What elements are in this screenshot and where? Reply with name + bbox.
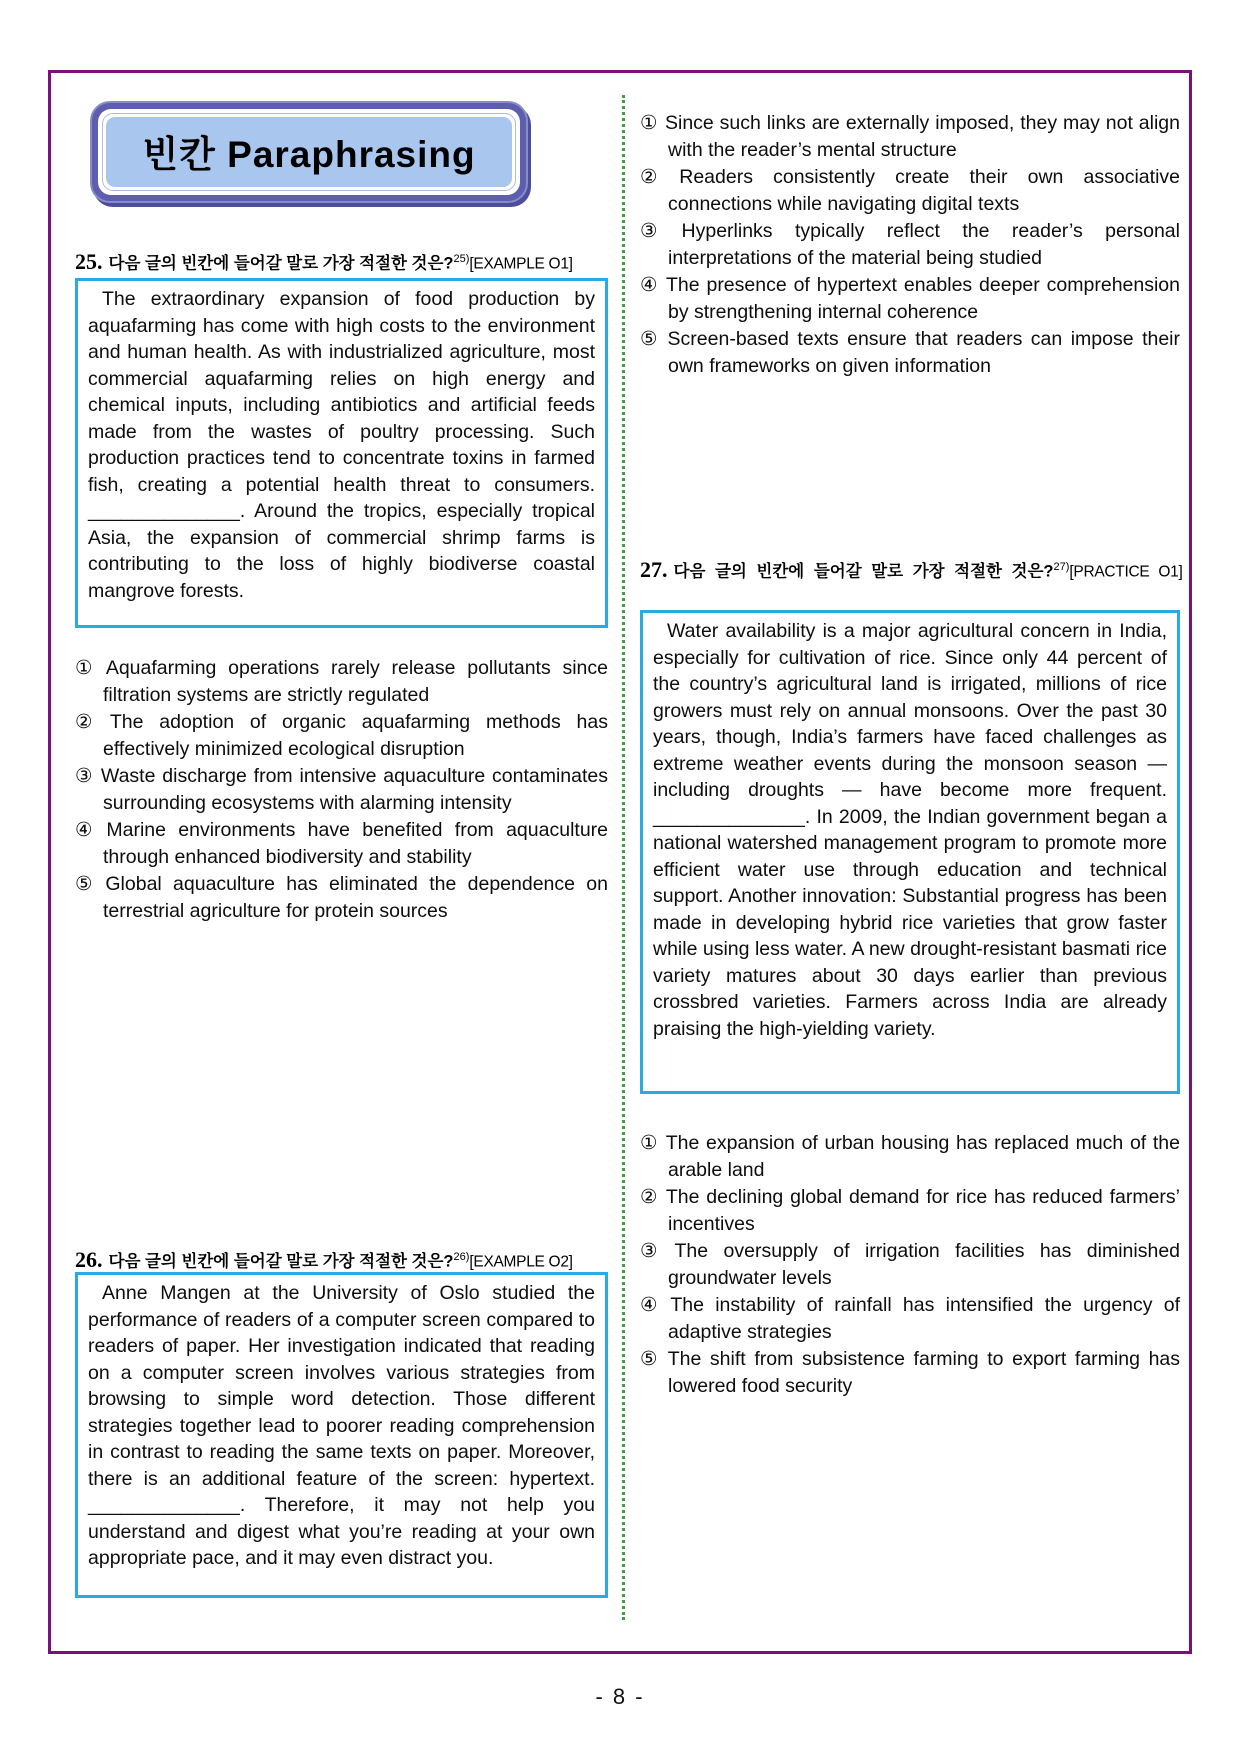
question-tag: [EXAMPLE O2] bbox=[469, 1253, 573, 1271]
choice-item bbox=[640, 218, 1180, 272]
choices-25 bbox=[75, 655, 608, 925]
page-number: - 8 - bbox=[595, 1684, 645, 1709]
choice-marker: ③ bbox=[75, 765, 94, 787]
choice-marker: ⑤ bbox=[640, 1348, 661, 1370]
passage-box-26 bbox=[75, 1272, 608, 1598]
choice-text: The instability of rainfall has intensified the urgency of adaptive strategies bbox=[668, 1294, 1181, 1343]
choice-text: Screen-based texts ensure that readers can impose their own frameworks on given information bbox=[667, 328, 1180, 377]
passage-text: Anne Mangen at the University of Oslo studied the performance of readers of a computer screen compared to readers of paper. Her investigation indicated that reading on a computer screen involves various strategies from browsing to simple word detection. Those different strategies together lead to poorer reading comprehension in contrast to reading the same texts on paper. Moreover, there is an additional feature of the screen: hypertext. ______________. Therefore, it may not help you understand and digest what you’re reading at your own appropriate pace, and it may even distract you. bbox=[88, 1282, 595, 1569]
question-footnote-number: 26) bbox=[453, 1251, 470, 1263]
choice-marker: ④ bbox=[75, 819, 100, 841]
choice-marker: ③ bbox=[640, 220, 675, 242]
choice-marker: ① bbox=[640, 1132, 659, 1154]
choice-text: The declining global demand for rice has reduced farmers’ incentives bbox=[665, 1186, 1181, 1235]
passage-text: The extraordinary expansion of food production by aquafarming has come with high costs to the environment and human health. As with industrialized agriculture, most commercial aquafarming relies on high energy and chemical inputs, including antibiotics and artificial feeds made from the wastes of poultry processing. Such production practices tend to concentrate toxins in farmed fish, creating a potential health threat to consumers. ______________. Around the tropics, especially tropical Asia, the expansion of commercial shrimp farms is contributing to the loss of highly biodiverse coastal mangrove forests. bbox=[88, 288, 595, 602]
question-number: 25. bbox=[75, 248, 103, 274]
choice-item bbox=[640, 164, 1180, 218]
column-divider bbox=[622, 95, 625, 1620]
choice-text: Marine environments have benefited from aquaculture through enhanced biodiversity and stability bbox=[103, 819, 608, 868]
passage-box-25 bbox=[75, 278, 608, 628]
choice-marker: ① bbox=[75, 657, 99, 679]
question-tag: [PRACTICE O1] bbox=[1069, 563, 1183, 581]
passage-text: Water availability is a major agricultural concern in India, especially for cultivation of rice. Since only 44 percent of the country’s agricultural land is irrigated, millions of rice growers must rely on annual monsoons. Over the past 30 years, though, India’s farmers have faced challenges as extreme weather events during the monsoon season — including droughts — have become more frequent. ______________. In 2009, the Indian government began a national watershed management program to promote more efficient water use through education and technical support. Another innovation: Substantial progress has been made in developing hybrid rice varieties that grow faster while using less water. A new drought-resistant basmati rice variety matures about 30 days earlier than previous crossbred varieties. Farmers across India are already praising the high-yielding variety. bbox=[653, 620, 1167, 1040]
choice-text: The adoption of organic aquafarming methods has effectively minimized ecological disruption bbox=[103, 711, 608, 760]
question-header-27 bbox=[640, 556, 1216, 584]
choice-marker: ⑤ bbox=[75, 873, 99, 895]
passage-box-27 bbox=[640, 610, 1180, 1094]
choice-item bbox=[75, 817, 608, 871]
choice-marker: ① bbox=[640, 112, 658, 134]
choice-item bbox=[75, 709, 608, 763]
choice-text: Readers consistently create their own associative connections while navigating digital texts bbox=[668, 166, 1180, 215]
question-footnote-number: 27) bbox=[1053, 561, 1070, 573]
question-number: 26. bbox=[75, 1246, 103, 1272]
choice-marker: ④ bbox=[640, 274, 659, 296]
choice-marker: ④ bbox=[640, 1294, 664, 1316]
choice-text: Global aquaculture has eliminated the dependence on terrestrial agriculture for protein sources bbox=[103, 873, 608, 922]
choice-text: The expansion of urban housing has replaced much of the arable land bbox=[665, 1132, 1180, 1181]
choice-item bbox=[640, 1130, 1180, 1184]
question-header-26 bbox=[75, 1246, 644, 1274]
page-title: 빈칸 Paraphrasing bbox=[106, 117, 512, 187]
choice-text: The shift from subsistence farming to export farming has lowered food security bbox=[667, 1348, 1181, 1397]
choice-item bbox=[75, 655, 608, 709]
choice-item bbox=[640, 272, 1180, 326]
choice-marker: ② bbox=[640, 166, 673, 188]
choice-marker: ⑤ bbox=[640, 328, 661, 350]
question-footnote-number: 25) bbox=[453, 253, 470, 265]
choice-item bbox=[640, 1184, 1180, 1238]
choice-item bbox=[640, 326, 1180, 380]
choice-text: The presence of hypertext enables deeper comprehension by strengthening internal coherence bbox=[665, 274, 1181, 323]
question-prompt: 다음 글의 빈칸에 들어갈 말로 가장 적절한 것은? bbox=[108, 254, 454, 273]
choices-26 bbox=[640, 110, 1180, 380]
choice-text: Since such links are externally imposed, they may not align with the reader’s mental structure bbox=[664, 112, 1180, 161]
choice-text: Aquafarming operations rarely release pollutants since filtration systems are strictly regulated bbox=[103, 657, 608, 706]
choice-marker: ③ bbox=[640, 1240, 668, 1262]
choice-marker: ② bbox=[640, 1186, 659, 1208]
choices-27 bbox=[640, 1130, 1180, 1400]
choice-item bbox=[640, 1292, 1180, 1346]
question-header-25 bbox=[75, 248, 644, 276]
question-prompt: 다음 글의 빈칸에 들어갈 말로 가장 적절한 것은? bbox=[108, 1252, 454, 1271]
choice-item bbox=[640, 1346, 1180, 1400]
choice-item bbox=[640, 1238, 1180, 1292]
choice-text: Waste discharge from intensive aquaculture contaminates surrounding ecosystems with alarming intensity bbox=[100, 765, 609, 814]
question-tag: [EXAMPLE O1] bbox=[469, 255, 573, 273]
choice-item bbox=[640, 110, 1180, 164]
title-banner bbox=[90, 101, 528, 203]
choice-text: The oversupply of irrigation facilities has diminished groundwater levels bbox=[668, 1240, 1181, 1289]
choice-item bbox=[75, 763, 608, 817]
question-prompt: 다음 글의 빈칸에 들어갈 말로 가장 적절한 것은? bbox=[673, 562, 1054, 581]
choice-marker: ② bbox=[75, 711, 103, 733]
choice-text: Hyperlinks typically reflect the reader’s personal interpretations of the material being studied bbox=[668, 220, 1180, 269]
choice-item bbox=[75, 871, 608, 925]
question-number: 27. bbox=[640, 556, 668, 582]
